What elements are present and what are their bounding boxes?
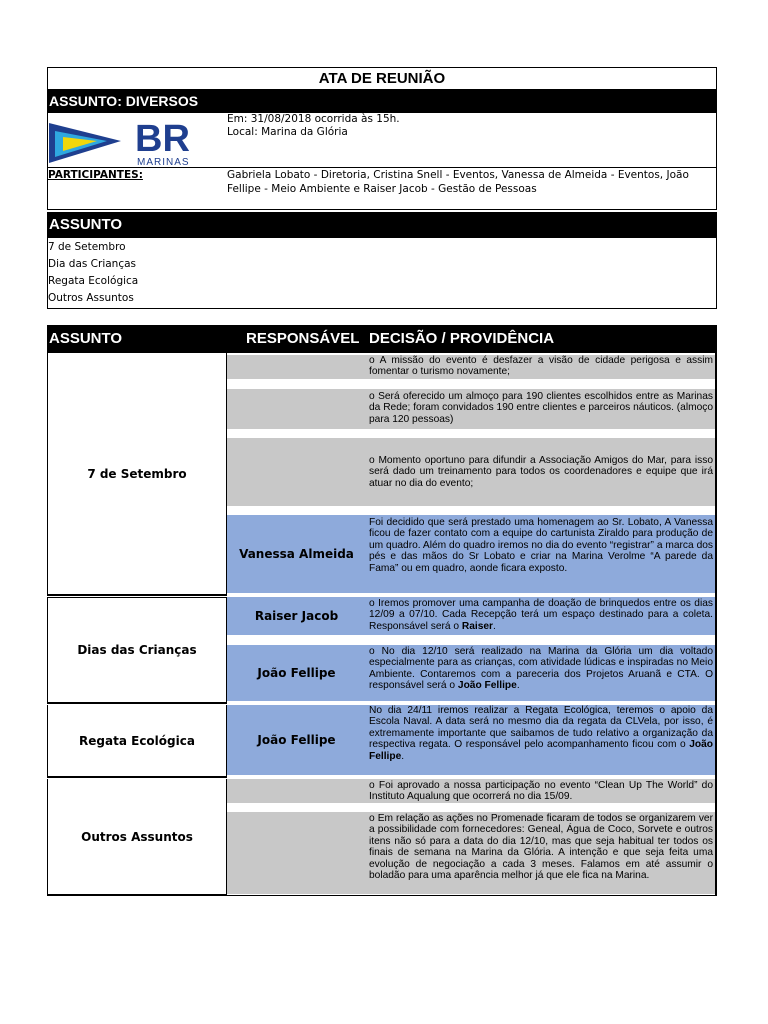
- table-border: [715, 353, 717, 896]
- svg-text:MARINAS: MARINAS: [137, 157, 190, 167]
- col-header-subject: ASSUNTO: [49, 330, 123, 347]
- meeting-info: [227, 113, 400, 139]
- section-subject: Dias das Crianças: [47, 597, 227, 704]
- responsible-name: Vanessa Almeida: [239, 547, 354, 561]
- table-bottom-border: [47, 895, 717, 896]
- svg-text:BR: BR: [135, 118, 190, 160]
- subject-header: ASSUNTO: DIVERSOS: [47, 90, 717, 113]
- agenda-item: Regata Ecológica: [48, 275, 139, 287]
- section-subject: 7 de Setembro: [47, 353, 227, 596]
- table-header: [47, 325, 717, 353]
- section-subject: Outros Assuntos: [47, 779, 227, 896]
- responsible-name: João Fellipe: [257, 733, 336, 747]
- meeting-date: Em: 31/08/2018 ocorrida às 15h.: [227, 113, 400, 125]
- col-header-responsible: RESPONSÁVEL: [246, 330, 360, 347]
- participants-list: [227, 169, 707, 196]
- document-title: ATA DE REUNIÃO: [47, 67, 717, 90]
- decision-text: o Momento oportuno para difundir a Associação Amigos do Mar, para isso será dado um treinamento para todos os coordenadores e equipe que irá atuar no dia do evento;: [369, 455, 713, 489]
- decision-text: o Será oferecido um almoço para 190 clientes escolhidos entre as Marinas da Rede; foram convidados 190 entre clientes e parceiros náuticos. (almoço para 120 pessoas): [369, 391, 713, 425]
- decision-text: o No dia 12/10 será realizado na Marina da Glória um dia voltado especialmente para as crianças, com atividade lúdicas e inspiradas no Meio Ambiente. Contaremos com a pareceria dos Projetos Aruanã e CTA. O responsável será o João Fellipe.: [369, 646, 713, 692]
- decision-text: o Em relação as ações no Promenade ficaram de todos se organizarem ver a possibilidade com fornecedores: Geneal, Água de Coco, Sorvete e outros itens não só para a data do dia 12/10, mas que seja habitual ter todos os finais de semana na Marina da Glória. A intenção e que seja feita uma evolução de negociação a cada 3 meses. Falamos em até assumir o boladão para uma aparência melhor já que ele fica na Marina.: [369, 813, 713, 882]
- participants-line: Gabriela Lobato - Diretoria, Cristina Snell - Eventos, Vanessa de Almeida - Eventos, João: [227, 169, 689, 181]
- decision-text: o A missão do evento é desfazer a visão de cidade perigosa e assim fomentar o turismo novamente;: [369, 355, 713, 378]
- br-marinas-logo: [47, 113, 227, 167]
- col-header-decision: DECISÃO / PROVIDÊNCIA: [369, 330, 555, 347]
- agenda-item: Outros Assuntos: [48, 292, 134, 304]
- decision-text: o Foi aprovado a nossa participação no evento “Clean Up The World” do Instituto Aqualung que ocorrerá no dia 15/09.: [369, 780, 713, 803]
- agenda-header: ASSUNTO: [47, 212, 717, 238]
- participants-label: PARTICIPANTES:: [48, 169, 143, 181]
- meeting-location: Local: Marina da Glória: [227, 126, 348, 138]
- section-subject: Regata Ecológica: [47, 705, 227, 778]
- responsible-name: João Fellipe: [257, 666, 336, 680]
- decision-text: Foi decidido que será prestado uma homenagem ao Sr. Lobato, A Vanessa ficou de fazer contato com a equipe do cartunista Ziraldo para produção de um quadro. Além do quadro iremos no dia do evento “registrar” a marca dos pés e das mãos do Sr Lobato e criar na Marina Verolme “A parede da Fama” ou em quadro, aonde ficara exposto.: [369, 517, 713, 574]
- decision-text: o Iremos promover uma campanha de doação de brinquedos entre os dias 12/09 a 07/10. Cada Recepção terá um espaço destinado para a coleta. Responsável será o Raiser.: [369, 598, 713, 632]
- divider: [47, 167, 717, 168]
- responsible-name: Raiser Jacob: [254, 609, 339, 623]
- agenda-item: 7 de Setembro: [48, 241, 126, 253]
- decision-text: No dia 24/11 iremos realizar a Regata Ecológica, teremos o apoio da Escola Naval. A data será no mesmo dia da regata da CLVela, por isso, é extremamente importante que saibamos de tudo relativo a organização da respectiva regata. O responsável pelo acompanhamento ficou com o João Fellipe.: [369, 705, 713, 762]
- participants-line: Fellipe - Meio Ambiente e Raiser Jacob - Gestão de Pessoas: [227, 182, 537, 195]
- agenda-item: Dia das Crianças: [48, 258, 137, 270]
